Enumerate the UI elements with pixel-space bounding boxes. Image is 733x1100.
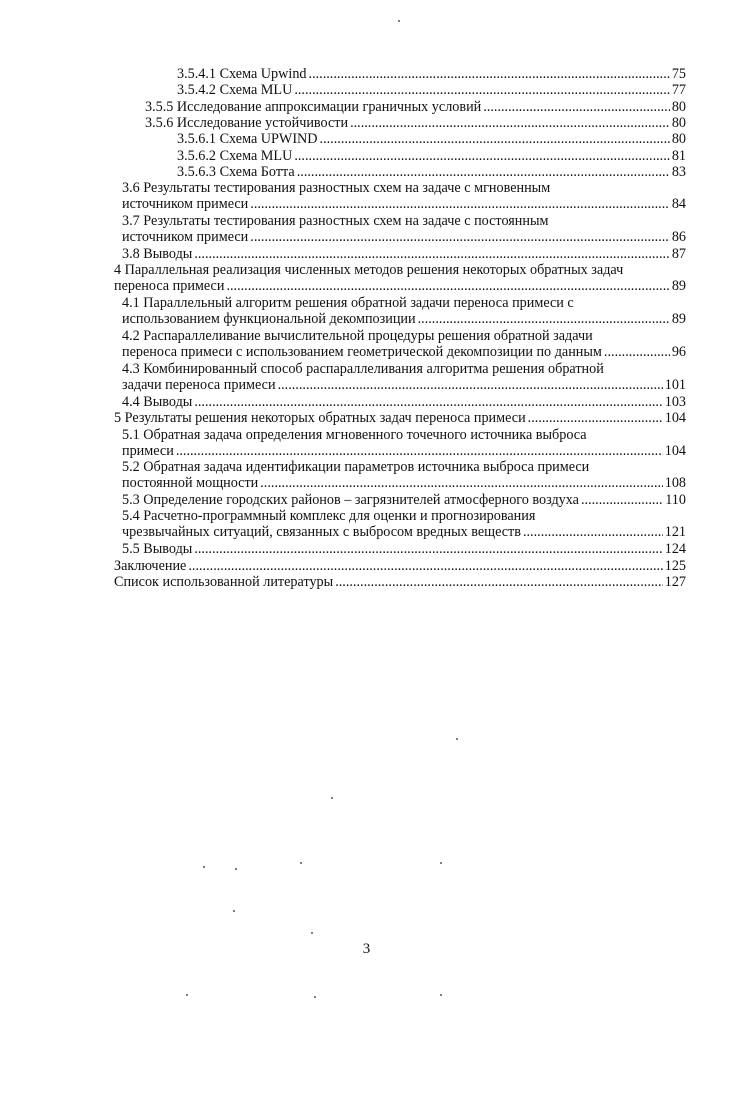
toc-entry-title: 5.3 Определение городских районов – загрязнителей атмосферного воздуха	[122, 492, 579, 508]
toc-entry	[145, 99, 686, 115]
toc-entry-title: 5.4 Расчетно-программный комплекс для оценки и прогнозирования	[122, 508, 536, 524]
toc-entry	[114, 574, 686, 590]
toc-entry-title-cont: постоянной мощности	[122, 475, 259, 491]
scan-speck	[233, 910, 235, 912]
toc-entry	[114, 410, 686, 426]
toc-entry-page: 101	[664, 377, 686, 393]
toc-entry-page: 108	[664, 475, 686, 491]
toc-entry	[177, 131, 686, 147]
toc-entry-title: 4 Параллельная реализация численных методов решения некоторых обратных задач	[114, 262, 624, 278]
toc-entry-title: 4.1 Параллельный алгоритм решения обратной задачи переноса примеси с	[122, 295, 574, 311]
toc-entry-title: 3.5.6 Исследование устойчивости	[145, 115, 349, 131]
toc-entry-page: 121	[664, 524, 686, 540]
toc-entry-title: 3.7 Результаты тестирования разностных схем на задаче с постоянным	[122, 213, 549, 229]
toc-entry-title: 5.2 Обратная задача идентификации параметров источника выброса примеси	[122, 459, 590, 475]
toc-entry-page: 104	[664, 443, 686, 459]
toc-entry-title: 3.5.6.3 Схема Ботта	[177, 164, 295, 180]
toc-entry-page: 84	[671, 196, 686, 212]
toc-entry	[122, 213, 686, 245]
toc-entry-title: 3.5.5 Исследование аппроксимации граничных условий	[145, 99, 482, 115]
page-number: 3	[362, 941, 371, 957]
toc-entry-title-cont: источником примеси	[122, 229, 249, 245]
toc-entry	[114, 558, 686, 574]
toc-entry	[122, 492, 686, 508]
toc-entry	[177, 164, 686, 180]
toc-entry-title-cont: задачи переноса примеси	[122, 377, 276, 393]
toc-entry-title: 3.5.4.2 Схема MLU	[177, 82, 293, 98]
scan-speck	[398, 20, 400, 22]
toc-entry-page: 96	[671, 344, 686, 360]
toc-entry-page: 80	[671, 115, 686, 131]
toc-entry-title-cont: примеси	[122, 443, 174, 459]
toc-entry-title: Заключение	[114, 558, 187, 574]
toc-entry	[122, 541, 686, 557]
toc-entry-title: Список использованной литературы	[114, 574, 334, 590]
toc-entry-title: 3.6 Результаты тестирования разностных схем на задаче с мгновенным	[122, 180, 551, 196]
toc-entry-title-cont: источником примеси	[122, 196, 249, 212]
toc-entry-page: 77	[671, 82, 686, 98]
toc-entry-page: 104	[664, 410, 686, 426]
toc-entry	[177, 82, 686, 98]
scan-speck	[314, 996, 316, 998]
toc-entry-title: 4.4 Выводы	[122, 394, 193, 410]
scan-speck	[300, 862, 302, 864]
toc-entry	[114, 262, 686, 294]
toc-entry-title: 3.8 Выводы	[122, 246, 193, 262]
toc-entry-page: 125	[664, 558, 686, 574]
toc-entry-page: 103	[664, 394, 686, 410]
toc-entry	[177, 66, 686, 82]
toc-entry	[177, 148, 686, 164]
scan-speck	[311, 932, 313, 934]
toc-entry-title: 5.1 Обратная задача определения мгновенного точечного источника выброса	[122, 427, 587, 443]
toc-entry-title: 3.5.4.1 Схема Upwind	[177, 66, 307, 82]
toc-entry-title: 3.5.6.1 Схема UPWIND	[177, 131, 318, 147]
scan-speck	[331, 797, 333, 799]
toc-entry-page: 80	[671, 99, 686, 115]
toc-entry-page: 81	[671, 148, 686, 164]
scan-speck	[440, 862, 442, 864]
toc-entry	[122, 246, 686, 262]
scan-speck	[203, 866, 205, 868]
scan-speck	[440, 994, 442, 996]
toc-entry-title: 5 Результаты решения некоторых обратных задач переноса примеси	[114, 410, 526, 426]
scan-speck	[186, 994, 188, 996]
toc-entry	[122, 508, 686, 540]
toc-entry	[122, 328, 686, 360]
toc-entry-page: 127	[664, 574, 686, 590]
toc-entry-page: 80	[671, 131, 686, 147]
toc-entry-page: 89	[671, 278, 686, 294]
toc-entry	[122, 361, 686, 393]
toc-entry	[145, 115, 686, 131]
toc-entry-title: 5.5 Выводы	[122, 541, 193, 557]
toc-entry-title-cont: переноса примеси	[114, 278, 225, 294]
toc-entry	[122, 394, 686, 410]
toc-entry-page: 89	[671, 311, 686, 327]
toc-entry-page: 75	[671, 66, 686, 82]
toc-entry-title-cont: чрезвычайных ситуаций, связанных с выбросом вредных веществ	[122, 524, 521, 540]
toc-entry	[122, 180, 686, 212]
toc-entry	[122, 295, 686, 327]
toc-entry-title: 4.3 Комбинированный способ распараллеливания алгоритма решения обратной	[122, 361, 604, 377]
toc-entry-title: 4.2 Распараллеливание вычислительной процедуры решения обратной задачи	[122, 328, 593, 344]
toc-entry-page: 87	[671, 246, 686, 262]
toc-entry	[122, 427, 686, 459]
toc-entry	[122, 459, 686, 491]
toc-entry-page: 124	[664, 541, 686, 557]
toc-entry-title: 3.5.6.2 Схема MLU	[177, 148, 293, 164]
scan-speck	[456, 738, 458, 740]
toc-entry-page: 83	[671, 164, 686, 180]
toc-entry-page: 110	[665, 492, 686, 508]
scan-speck	[235, 868, 237, 870]
toc-entry-title-cont: использованием функциональной декомпозиции	[122, 311, 416, 327]
toc-entry-title-cont: переноса примеси с использованием геометрической декомпозиции по данным	[122, 344, 602, 360]
toc-entry-page: 86	[671, 229, 686, 245]
